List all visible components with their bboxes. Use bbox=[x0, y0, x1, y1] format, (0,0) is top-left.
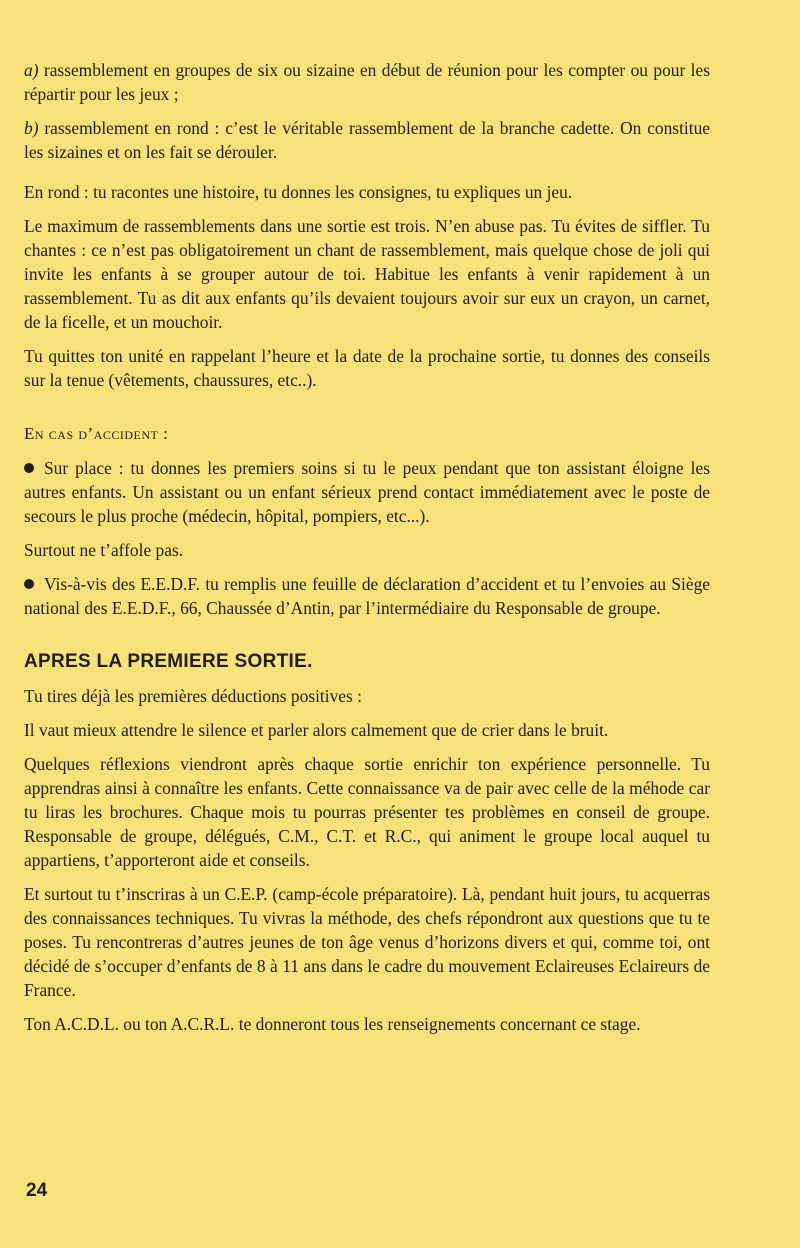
section-paragraph: Ton A.C.D.L. ou ton A.C.R.L. te donneront tous les renseignements concernant ce stage. bbox=[24, 1014, 641, 1034]
paragraph-b bbox=[24, 116, 710, 164]
section-paragraph: Et surtout tu t’inscriras à un C.E.P. (camp-école préparatoire). Là, pendant huit jours, tu acquerras des connaissances techniques. Tu vivras la méthode, des chefs répondront aux questions que tu te poses. Tu rencontreras d’autres jeunes de ton âge venus d’horizons divers et qui, comme toi, ont décidé de s’occuper d’enfants de 8 à 11 ans dans le cadre du mouvement Eclaireuses Eclaireurs de France. bbox=[24, 884, 710, 1000]
page-body bbox=[24, 58, 710, 1046]
page-number: 24 bbox=[26, 1180, 48, 1201]
paragraph-quittes: Tu quittes ton unité en rappelant l’heure et la date de la prochaine sortie, tu donnes des conseils sur la tenue (vêtements, chaussures, etc..). bbox=[24, 346, 710, 390]
bullet-text-2: Vis-à-vis des E.E.D.F. tu remplis une feuille de déclaration d’accident et tu l’envoies au Siège national des E.E.D.F., 66, Chaussée d’Antin, par l’intermédiaire du Responsable de groupe. bbox=[24, 574, 710, 618]
section-paragraph: Tu tires déjà les premières déductions positives : bbox=[24, 686, 362, 706]
section-heading: APRES LA PREMIERE SORTIE. bbox=[24, 651, 313, 672]
item-text-b: rassemblement en rond : c’est le véritable rassemblement de la branche cadette. On constitue les sizaines et on les fait se dérouler. bbox=[24, 118, 710, 162]
item-label-a: a) bbox=[24, 60, 39, 80]
section-paragraph: Il vaut mieux attendre le silence et parler alors calmement que de crier dans le bruit. bbox=[24, 720, 609, 740]
bullet-icon bbox=[24, 463, 34, 473]
bullet-item-1 bbox=[24, 456, 710, 528]
bullet-text-1: Sur place : tu donnes les premiers soins si tu le peux pendant que ton assistant éloigne les autres enfants. Un assistant ou un enfant sérieux prend contact immédiatement avec le poste de secours le plus proche (médecin, hôpital, pompiers, etc...). bbox=[24, 458, 710, 526]
paragraph-en-rond: En rond : tu racontes une histoire, tu donnes les consignes, tu expliques un jeu. bbox=[24, 182, 573, 202]
paragraph-a bbox=[24, 58, 710, 106]
item-text-a: rassemblement en groupes de six ou sizaine en début de réunion pour les compter ou pour les répartir pour les jeux ; bbox=[24, 60, 710, 104]
bullet-icon bbox=[24, 579, 34, 589]
paragraph-affole: Surtout ne t’affole pas. bbox=[24, 540, 184, 560]
paragraph-maximum: Le maximum de rassemblements dans une sortie est trois. N’en abuse pas. Tu évites de siffler. Tu chantes : ce n’est pas obligatoirement un chant de rassemblement, mais quelque chose de joli qui invite les enfants à se grouper autour de toi. Habitue les enfants à venir rapidement à un rassemblement. Tu as dit aux enfants qu’ils devaient toujours avoir sur eux un crayon, un carnet, de la ficelle, et un mouchoir. bbox=[24, 216, 710, 332]
item-label-b: b) bbox=[24, 118, 39, 138]
accident-heading: En cas d’accident : bbox=[24, 424, 169, 443]
section-paragraph: Quelques réflexions viendront après chaque sortie enrichir ton expérience personnelle. Tu apprendras ainsi à connaître les enfants. Cette connaissance va de pair avec celle de la méhode car tu liras les brochures. Chaque mois tu pourras présenter tes problèmes en conseil de groupe. Responsable de groupe, délégués, C.M., C.T. et R.C., qui animent le groupe local auquel tu appartiens, t’apporteront aide et conseils. bbox=[24, 754, 710, 870]
bullet-item-2 bbox=[24, 572, 710, 620]
